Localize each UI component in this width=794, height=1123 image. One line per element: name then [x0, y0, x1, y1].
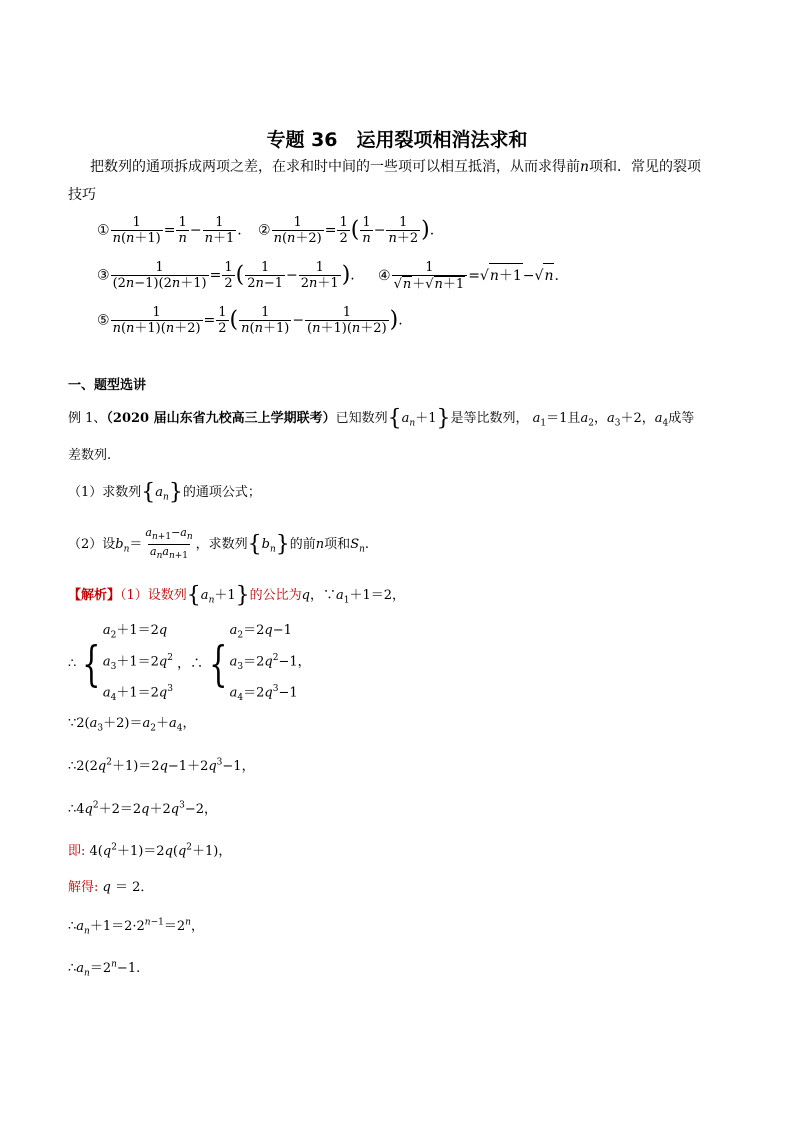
solution-line-6: 即: $4(q^2+1)=2q(q^2+1)$， — [68, 842, 232, 859]
solution-system: ∴ { $a_2+1=2q$ $a_3+1=2q^2$ $a_4+1=2q^3$ ，∴ { $a_2=2q-1$ $a_3=2q^2-1$， $a_4=2q^3-1$ — [68, 623, 311, 703]
solution-line-9: $\therefore a_n=2^n-1$. — [68, 959, 141, 979]
solution-line-3: $\because 2(a_3+2)=a_2+a_4$， — [68, 716, 196, 734]
formula-5: ⑤ $\frac{1}{n(n+1)(n+2)}$ = $\frac{1}{2}$ ( $\frac{1}{n(n+1)}$ − $\frac{1}{(n+1)(n+2)}$ ). — [97, 305, 403, 336]
formula-3: ③ $\frac{1}{(2n-1)(2n+1)}$ = $\frac{1}{2}$ ( $\frac{1}{2n-1}$ − $\frac{1}{2n+1}$ ). — [97, 260, 355, 291]
example-1-line-1: 例 1、（2020 届山东省九校高三上学期联考）已知数列$\{a_n+1\}$是等比数列， $a_1=1$且$a_2$，$a_3+2$，$a_4$成等 — [68, 406, 695, 431]
page-title: 专题 36 运用裂项相消法求和 — [266, 129, 528, 151]
formula-2: ② $\frac{1}{n(n+2)}$ = $\frac{1}{2}$ ( $\frac{1}{n}$ − $\frac{1}{n+2}$ ). — [258, 215, 435, 246]
solution-line-1: 【解析】（1）设数列$\{a_n+1\}$的公比为q，$\because a_1+1=2$， — [68, 583, 406, 608]
solution-line-8: $\therefore a_n+1=2\cdot 2^{n-1}=2^n$， — [68, 917, 204, 937]
intro-line-1: 把数列的通项拆成两项之差，在求和时中间的一些项可以相互抵消，从而求得前n项和．常见的裂项 — [90, 159, 702, 175]
question-1: （1）求数列$\{a_n\}$的通项公式； — [68, 480, 261, 505]
intro-line-2: 技巧 — [68, 187, 96, 203]
solution-line-7: 解得: q ＝ 2． — [68, 880, 154, 895]
formula-4: ④ $\frac{1}{√n+√n+1}$ =√n＋1−√n. — [378, 260, 559, 292]
example-1-line-2: 差数列. — [68, 448, 112, 463]
solution-line-4: $\therefore 2(2q^2+1)=2q-1+2q^3-1$， — [68, 757, 255, 774]
section-heading: 一、题型选讲 — [68, 378, 147, 393]
question-2: （2）设$b_n=$ $\frac{a_{n+1}-a_n}{a_na_{n+1}}$ ，求数列$\{b_n\}$的前n项和$S_n$. — [68, 526, 370, 562]
solution-line-5: $\therefore 4q^2+2=2q+2q^3-2$， — [68, 800, 217, 817]
formula-1: ① $\frac{1}{n(n+1)}$ = $\frac{1}{n}$ − $\frac{1}{n+1}$ . — [97, 215, 242, 246]
